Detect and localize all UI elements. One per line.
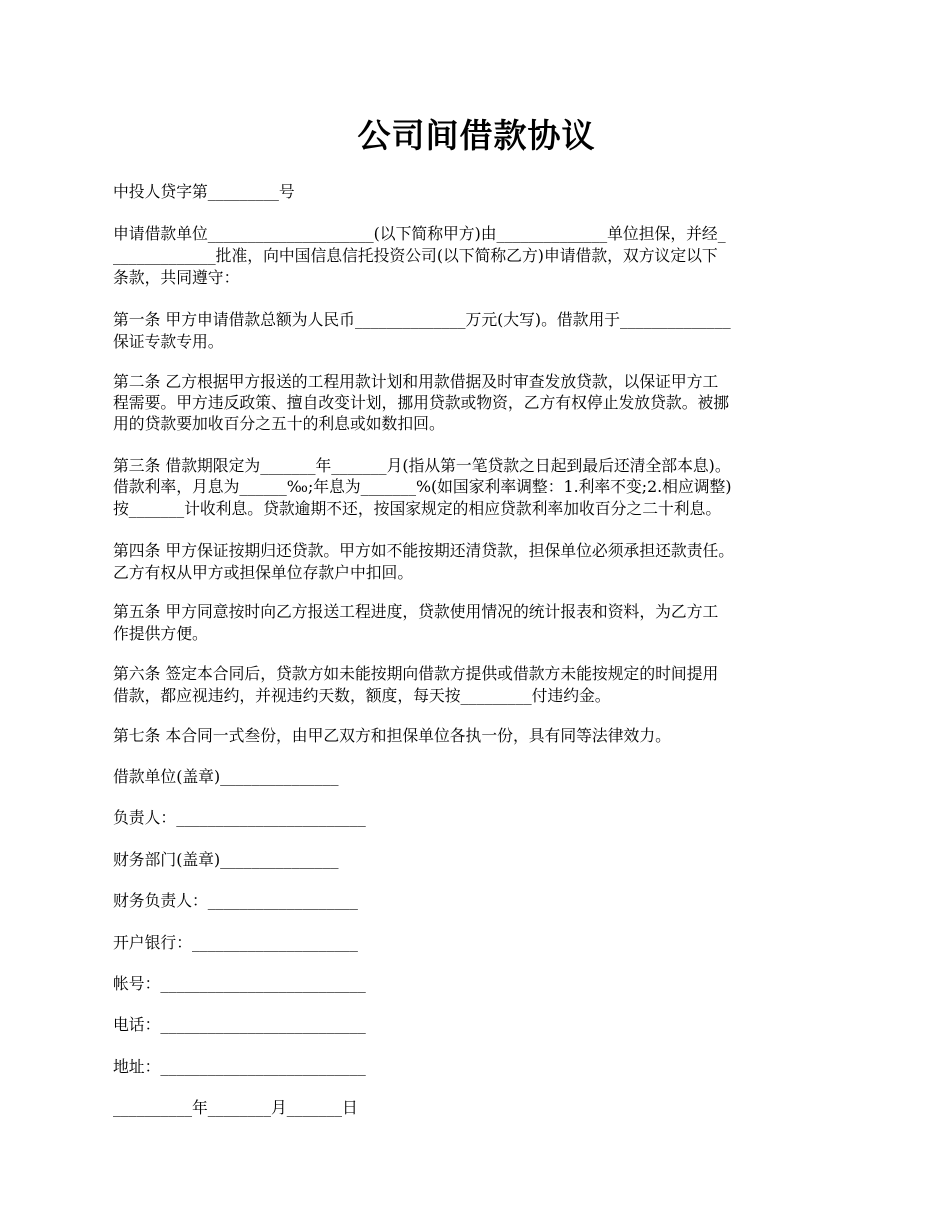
reference-number-line: 中投人贷字第_________号: [113, 182, 295, 201]
borrower-seal-field: 借款单位(盖章)_______________: [113, 767, 339, 786]
article-6-line-2: 借款，都应视违约，并视违约天数，额度，每天按_________付违约金。: [113, 686, 611, 705]
address-field: 地址：__________________________: [113, 1057, 366, 1076]
article-3-line-2: 借款利率，月息为______‰;年息为_______%(如国家利率调整：1.利率不变;2.相应调整): [113, 477, 732, 496]
phone-field: 电话：__________________________: [113, 1015, 366, 1034]
finance-head-field: 财务负责人：___________________: [113, 891, 358, 910]
intro-line-2: _____________批准，向中国信息信托投资公司(以下简称乙方)申请借款，双方议定以下: [113, 246, 718, 265]
finance-dept-seal-field: 财务部门(盖章)_______________: [113, 850, 339, 869]
bank-field: 开户银行：_____________________: [113, 933, 358, 952]
person-in-charge-field: 负责人：________________________: [113, 808, 366, 827]
article-2-line-1: 第二条 乙方根据甲方报送的工程用款计划和用款借据及时审查发放贷款，以保证甲方工: [113, 372, 719, 391]
article-3-line-3: 按_______计收利息。贷款逾期不还，按国家规定的相应贷款利率加收百分之二十利息。: [113, 499, 722, 518]
article-5-line-2: 作提供方便。: [113, 624, 208, 643]
article-4-line-2: 乙方有权从甲方或担保单位存款户中扣回。: [113, 563, 414, 582]
intro-line-1: 申请借款单位_____________________(以下简称甲方)由______________单位担保，并经_: [113, 224, 726, 243]
intro-line-3: 条款，共同遵守：: [113, 268, 240, 287]
article-1-line-2: 保证专款专用。: [113, 332, 224, 351]
date-field: __________年________月_______日: [113, 1098, 358, 1117]
article-2-line-3: 用的贷款要加收百分之五十的利息或如数扣回。: [113, 414, 445, 433]
document-title: 公司间借款协议: [357, 116, 596, 155]
account-field: 帐号：__________________________: [113, 974, 366, 993]
article-2-line-2: 程需要。甲方违反政策、擅自改变计划，挪用贷款或物资，乙方有权停止发放贷款。被挪: [113, 393, 730, 412]
article-7: 第七条 本合同一式叁份，由甲乙双方和担保单位各执一份，具有同等法律效力。: [113, 726, 671, 745]
article-3-line-1: 第三条 借款期限定为_______年_______月(指从第一笔贷款之日起到最后还清全部本息)。: [113, 456, 731, 475]
article-5-line-1: 第五条 甲方同意按时向乙方报送工程进度，贷款使用情况的统计报表和资料，为乙方工: [113, 602, 719, 621]
article-1-line-1: 第一条 甲方申请借款总额为人民币______________万元(大写)。借款用于______________: [113, 310, 731, 329]
article-4-line-1: 第四条 甲方保证按期归还贷款。甲方如不能按期还清贷款，担保单位必须承担还款责任。: [113, 541, 735, 560]
article-6-line-1: 第六条 签定本合同后，贷款方如未能按期向借款方提供或借款方未能按规定的时间提用: [113, 664, 719, 683]
